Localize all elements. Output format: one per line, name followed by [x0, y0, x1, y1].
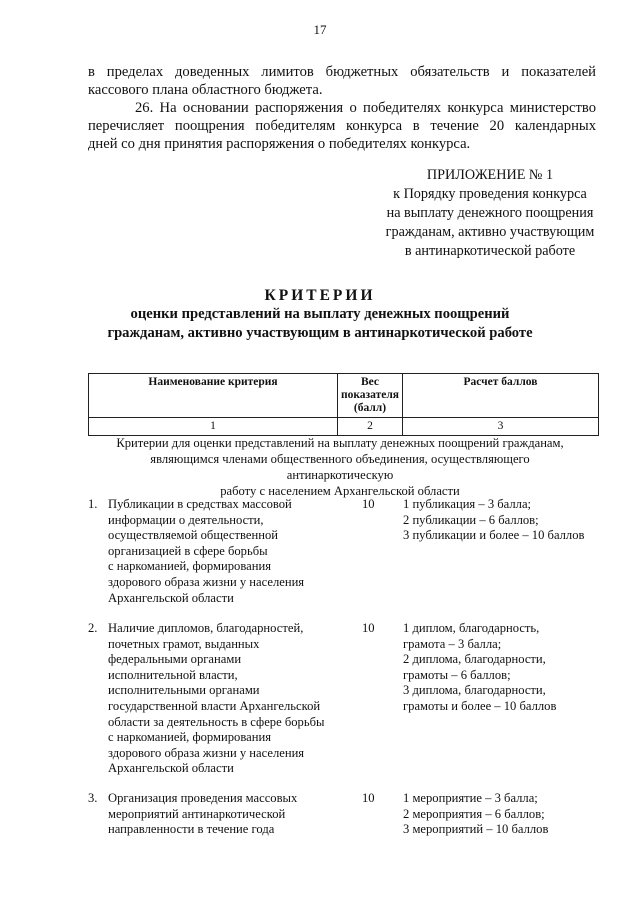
score-line: грамоты – 6 баллов; — [403, 667, 511, 682]
criterion-weight: 10 — [362, 791, 375, 805]
criteria-heading-line: оценки представлений на выплату денежных поощрений — [130, 306, 510, 322]
column-number: 3 — [403, 418, 599, 436]
section-caption-line: работу с населением Архангельской области — [220, 484, 460, 498]
criterion-number: 3. — [88, 791, 98, 805]
criteria-heading-title: КРИТЕРИИ — [264, 287, 376, 304]
criterion-weight: 10 — [362, 621, 375, 635]
criterion-number: 1. — [88, 497, 98, 511]
criteria-list — [88, 497, 608, 841]
criterion-name-line: Наличие дипломов, благодарностей, — [108, 621, 304, 635]
criterion-name-line: организацией в сфере борьбы — [108, 543, 268, 558]
criterion-name-line: исполнительными органами — [108, 683, 260, 698]
table-header-row — [89, 374, 599, 418]
criterion-name-line: почетных грамот, выданных — [108, 636, 260, 651]
score-line: 3 публикации и более – 10 баллов — [403, 528, 585, 543]
criterion-number: 2. — [88, 621, 98, 635]
criterion-weight: 10 — [362, 497, 375, 511]
criterion-name-line: здорового образа жизни у населения — [108, 574, 305, 589]
criterion-name-line: федеральными органами — [108, 652, 242, 667]
header-criterion-name: Наименование критерия — [89, 374, 338, 418]
appendix-line: гражданам, активно участвующим — [385, 224, 595, 240]
intro-text — [88, 63, 596, 153]
list-item — [88, 791, 608, 841]
paragraph-26-line: дней со дня принятия распоряжения о победителях конкурса. — [88, 136, 471, 152]
appendix-line: к Порядку проведения конкурса — [393, 186, 587, 202]
score-line: 1 публикация – 3 балла; — [403, 497, 532, 511]
criteria-heading-line: гражданам, активно участвующим в антинаркотической работе — [107, 325, 533, 341]
paragraph-26-line: перечисляет поощрения победителям конкурса в течение 20 календарных — [88, 118, 596, 134]
intro-line: в пределах доведенных лимитов бюджетных обязательств и показателей — [88, 64, 596, 80]
criterion-name-line: с наркоманией, формирования — [108, 559, 271, 574]
score-line: 1 диплом, благодарность, — [403, 621, 540, 635]
criterion-name-line: с наркоманией, формирования — [108, 730, 271, 745]
header-weight: Вес показателя (балл) — [338, 374, 403, 418]
intro-line: кассового плана областного бюджета. — [88, 82, 323, 98]
appendix-line: в антинаркотической работе — [404, 243, 576, 259]
criterion-name — [108, 497, 338, 606]
criterion-name-line: исполнительной власти, — [108, 667, 238, 682]
criterion-name-line: государственной власти Архангельской — [108, 698, 321, 713]
criterion-score — [403, 497, 603, 544]
score-line: 3 диплома, благодарности, — [403, 683, 546, 698]
score-line: 3 мероприятий – 10 баллов — [403, 822, 549, 837]
criterion-name-line: информации о деятельности, — [108, 512, 264, 527]
criterion-score — [403, 621, 603, 715]
criterion-name-line: Организация проведения массовых — [108, 791, 298, 805]
appendix-title: ПРИЛОЖЕНИЕ № 1 — [426, 167, 554, 183]
criterion-name-line: направленности в течение года — [108, 822, 275, 837]
score-line: грамота – 3 балла; — [403, 636, 502, 651]
section-caption — [100, 435, 580, 499]
score-line: 1 мероприятие – 3 балла; — [403, 791, 538, 805]
criterion-name-line: осуществляемой общественной — [108, 528, 279, 543]
criterion-name-line: Публикации в средствах массовой — [108, 497, 292, 511]
criterion-name-line: области за деятельность в сфере борьбы — [108, 714, 325, 729]
criteria-heading — [0, 286, 640, 343]
criteria-table-header — [88, 373, 599, 436]
list-item — [88, 497, 608, 621]
page-number: 17 — [313, 22, 327, 37]
section-caption-line: являющимся членами общественного объединения, осуществляющего антинаркотическую — [150, 452, 530, 482]
criterion-name-line: мероприятий антинаркотической — [108, 806, 286, 821]
list-item — [88, 621, 608, 791]
header-score-calc: Расчет баллов — [403, 374, 599, 418]
criterion-score — [403, 791, 603, 838]
criterion-name-line: Архангельской области — [108, 761, 234, 776]
score-line: грамоты и более – 10 баллов — [403, 698, 557, 713]
criterion-name — [108, 621, 338, 777]
column-number: 2 — [338, 418, 403, 436]
score-line: 2 мероприятия – 6 баллов; — [403, 806, 545, 821]
paragraph-26-line: 26. На основании распоряжения о победителях конкурса министерство — [135, 100, 596, 116]
appendix-block — [360, 166, 620, 261]
column-number: 1 — [89, 418, 338, 436]
table-number-row — [89, 418, 599, 436]
appendix-line: на выплату денежного поощрения — [386, 205, 594, 221]
criterion-name-line: Архангельской области — [108, 590, 234, 605]
score-line: 2 публикации – 6 баллов; — [403, 512, 539, 527]
score-line: 2 диплома, благодарности, — [403, 652, 546, 667]
section-caption-line: Критерии для оценки представлений на выплату денежных поощрений гражданам, — [116, 436, 564, 450]
criterion-name — [108, 791, 338, 838]
criterion-name-line: здорового образа жизни у населения — [108, 745, 305, 760]
